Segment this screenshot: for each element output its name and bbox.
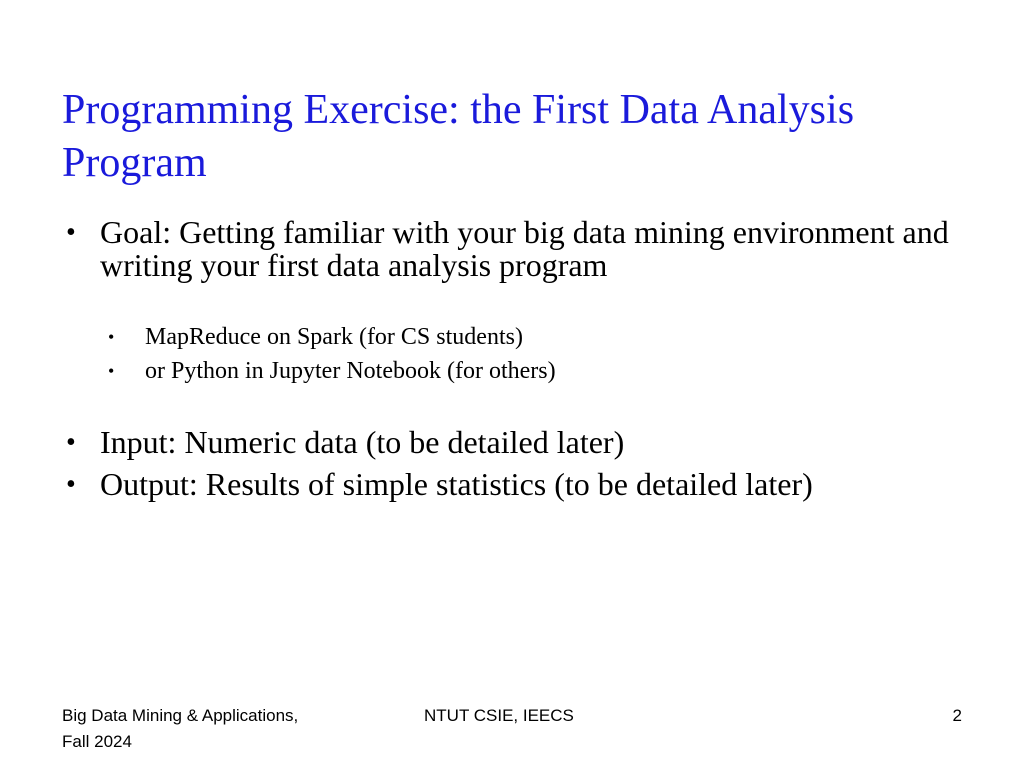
sub-bullet-python-text: or Python in Jupyter Notebook (for others) — [145, 358, 556, 384]
bullet-input-text: Input: Numeric data (to be detailed later) — [100, 424, 625, 460]
bullet-output — [62, 468, 962, 501]
footer-institution: NTUT CSIE, IEECS — [424, 706, 574, 725]
bullet-output-text: Output: Results of simple statistics (to be detailed later) — [100, 466, 813, 502]
sub-bullet-python — [62, 354, 962, 388]
bullet-goal — [62, 216, 962, 282]
bullet-goal-text: Goal: Getting familiar with your big data mining environment and writing your first data analysis program — [100, 214, 949, 283]
bullet-marker: • — [66, 427, 76, 458]
bullet-list — [62, 216, 962, 501]
bullet-marker: • — [66, 469, 76, 500]
page-number: 2 — [952, 706, 962, 725]
footer-course: Big Data Mining & Applications, Fall 2024 — [62, 706, 299, 751]
sub-bullet-spark — [62, 320, 962, 354]
sub-bullet-marker: • — [108, 361, 115, 381]
bullet-marker: • — [66, 217, 76, 248]
bullet-input — [62, 426, 962, 459]
sub-bullet-spark-text: MapReduce on Spark (for CS students) — [145, 324, 523, 350]
sub-bullet-marker: • — [108, 327, 115, 347]
slide-title: Programming Exercise: the First Data Analysis Program — [62, 87, 855, 186]
